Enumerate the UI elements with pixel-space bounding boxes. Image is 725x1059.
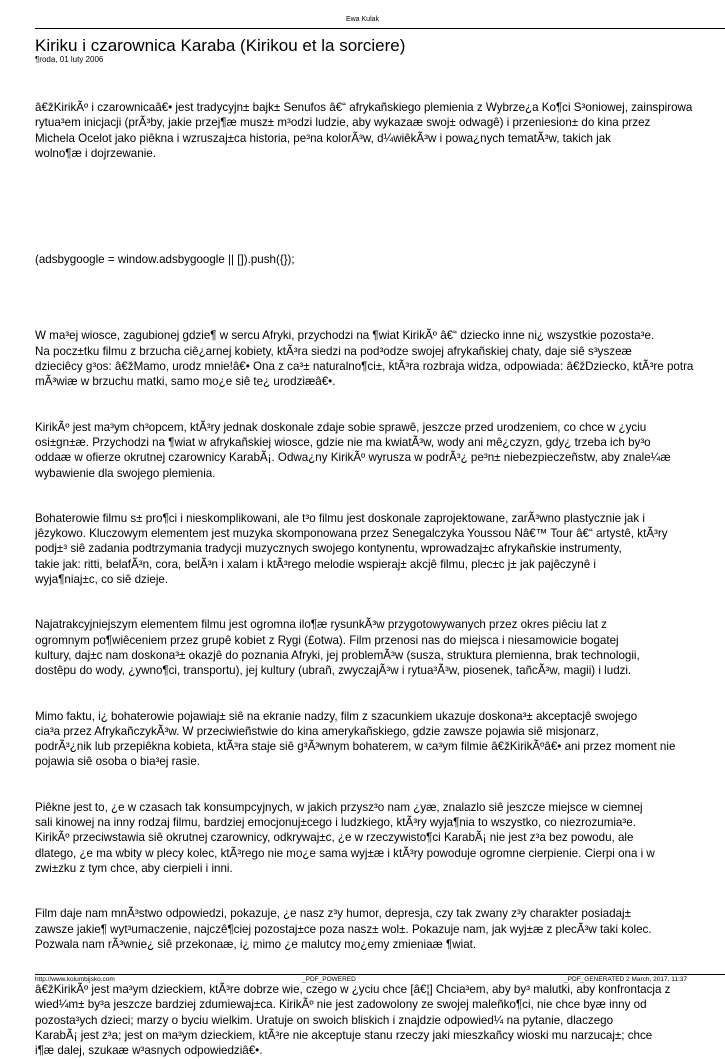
paragraph-line: sali kinowej na inny rodzaj filmu, bardziej emocjonuj±cego i ludzkiego, ktÃ³ry wyja¶nia to wszystko, co niezrozumia³e.	[35, 816, 636, 830]
paragraph-line: jêzykowo. Kluczowym elementem jest muzyka skomponowana przez Senegalczyka Youssou Nâ€™ Tour â€“ artystê, ktÃ³ry	[35, 527, 668, 541]
paragraph-line: cia³a przez AfrykañczykÃ³w. W przeciwieñstwie do kina amerykañskiego, gdzie zawsze pojawia siê misjonarz,	[35, 724, 599, 738]
paragraph	[35, 511, 725, 587]
paragraph	[35, 982, 725, 1058]
paragraph	[35, 617, 725, 678]
paragraph	[35, 800, 725, 876]
paragraph-line: ogromnym po¶wiêceniem przez grupê kobiet z Rygi (£otwa). Film przenosi nas do miejsca i niesamowicie bogatej	[35, 633, 619, 647]
paragraph-line: â€žKirikÃº jest ma³ym dzieckiem, ktÃ³re dobrze wie, czego w ¿yciu chce [â€¦] Chcia³em, aby by³ malutki, aby konfrontacja z	[35, 983, 671, 997]
paragraph-line: Bohaterowie filmu s± pro¶ci i nieskomplikowani, ale t³o filmu jest doskonale zaprojektowane, zarÃ³wno plastycznie jak i	[35, 511, 645, 525]
paragraph-line: pojawia siê osoba o bia³ej rasie.	[35, 755, 200, 769]
paragraph-line: W ma³ej wiosce, zagubionej gdzie¶ w sercu Afryki, przychodzi na ¶wiat KirikÃº â€“ dziecko inne ni¿ wszystkie pozosta³e.	[35, 329, 655, 343]
paragraph-line: (adsbygoogle = window.adsbygoogle || []).push({});	[35, 253, 295, 267]
paragraph-line: â€žKirikÃº i czarownicaâ€• jest tradycyjn± bajk± Senufos â€“ afrykañskiego plemienia z Wybrze¿a Ko¶ci S³oniowej, zainspirowa	[35, 101, 693, 114]
paragraph-line: dzieciêcy g³os: â€žMamo, urodz mnie!â€• Ona z ca³± naturalno¶ci±, ktÃ³ra rozbraja widza, odpowiada: â€žDziecko, ktÃ³re potra	[35, 360, 694, 374]
article-body	[35, 100, 725, 1059]
paragraph	[35, 100, 725, 161]
article-title: Kiriku i czarownica Karaba (Kirikou et la sorciere)	[35, 36, 406, 55]
paragraph-line: pozosta³ych dzieci; marzy o byciu wielkim. Uratuje on swoich bliskich i znajdzie odpowied¼ na pytanie, dlaczego	[35, 1013, 614, 1027]
paragraph-line: kultury, daj±c nam doskona³± okazjê do poznania Afryki, jej problemÃ³w (susza, struktura plemienna, brak technologii,	[35, 648, 640, 662]
paragraph-line: KarabÃ¡ jest z³a; jest on ma³ym dzieckiem, ktÃ³re nie akceptuje stanu rzeczy jaki mieszkañcy wioski mu narzucaj±; chce	[35, 1028, 653, 1042]
footer-generated: _PDF_GENERATED 2 March, 2017, 11:37	[564, 976, 687, 983]
article-date: ¶roda, 01 luty 2006	[35, 55, 104, 64]
paragraph-line: wyja¶niaj±c, co siê dzieje.	[35, 573, 169, 587]
paragraph	[35, 906, 725, 952]
paragraph-line: zwi±zku z tym chce, aby cierpieli i inni.	[35, 861, 233, 875]
paragraph-line: takie jak: ritti, belafÃ³n, cora, belÃ³n i xalam i ktÃ³rego melodie wspieraj± akcjê filmu, plec±c j± jak pajêczynê i	[35, 557, 596, 571]
paragraph	[35, 709, 725, 770]
paragraph	[35, 252, 725, 267]
paragraph-line: Pozwala nam rÃ³wnie¿ siê przekonaæ, i¿ mimo ¿e malutcy mo¿emy zmieniaæ ¶wiat.	[35, 937, 477, 951]
paragraph-line: wolno¶æ i dojrzewanie.	[35, 146, 156, 160]
footer-powered: _PDF_POWERED	[302, 976, 356, 983]
footer-url: http://www.kolumbijsko.com	[35, 976, 115, 983]
paragraph-line: Najatrakcyjniejszym elementem filmu jest ogromna ilo¶æ rysunkÃ³w przygotowywanych przez okres piêciu lat z	[35, 618, 607, 632]
paragraph-line: Mimo faktu, i¿ bohaterowie pojawiaj± siê na ekranie nadzy, film z szacunkiem ukazuje doskona³± akceptacjê swojego	[35, 709, 638, 723]
paragraph-line: podj±³ siê zadania podtrzymania tradycji muzycznych swojego kontynentu, wprowadzaj±c afrykañskie instrumenty,	[35, 542, 622, 556]
paragraph-line: podrÃ³¿nik lub przepiêkna kobieta, ktÃ³ra staje siê g³Ã³wnym bohaterem, w ca³ym filmie â€žKirikÃºâ€• ani przez moment nie	[35, 740, 676, 754]
paragraph-line: oddaæ w ofierze okrutnej czarownicy KarabÃ¡. Odwa¿ny KirikÃº wyrusza w podrÃ³¿ pe³n± niebezpieczeñstw, aby znale¼æ	[35, 451, 671, 465]
paragraph-line: dostêpu do wody, ¿ywno¶ci, transportu), jej kultury (ubrañ, zwyczajÃ³w i rytua³Ã³w, piosenek, tañcÃ³w, magii) i ludzi.	[35, 664, 632, 678]
paragraph	[35, 420, 725, 481]
paragraph-line: mÃ³wiæ w brzuchu matki, samo mo¿e siê te¿ urodziæâ€•.	[35, 375, 336, 389]
paragraph-line: Film daje nam mnÃ³stwo odpowiedzi, pokazuje, ¿e nasz z³y humor, depresja, czy tak zwany z³y charakter posiadaj±	[35, 907, 631, 921]
paragraph-line: KirikÃº przeciwstawia siê okrutnej czarownicy, odkrywaj±c, ¿e w rzeczywisto¶ci KarabÃ¡ nie jest z³a bez powodu, ale	[35, 831, 634, 845]
paragraph-line: rytua³em inicjacji (prÃ³by, jakie przej¶æ musz± m³odzi ludzie, aby wykazaæ swoj± odwagê) i przeniesion± do kina przez	[35, 116, 651, 130]
header-divider	[35, 28, 725, 29]
paragraph-line: Na pocz±tku filmu z brzucha ciê¿arnej kobiety, ktÃ³ra siedzi na pod³odze swojej afrykañskiej chaty, daje siê s³yszeæ	[35, 344, 632, 358]
paragraph-line: Michela Ocelot jako piêkna i wzruszaj±ca historia, pe³na kolorÃ³w, d¼wiêkÃ³w i powa¿nych tematÃ³w, takich jak	[35, 131, 611, 145]
paragraph	[35, 328, 725, 389]
paragraph-line: dlatego, ¿e ma wbity w plecy kolec, ktÃ³rego nie mo¿e sama wyj±æ i ktÃ³ry powoduje ogromne cierpienie. Cierpi ona i w	[35, 846, 655, 860]
paragraph-line: zawsze jakie¶ wyt³umaczenie, najczê¶ciej pozostaj±ce poza nasz± wol±. Pokazuje nam, jak wyj±æ z plecÃ³w taki kolec.	[35, 922, 652, 936]
paragraph-line: i¶æ dalej, szukaæ w³asnych odpowiedziâ€•.	[35, 1044, 263, 1058]
paragraph-line: KirikÃº jest ma³ym ch³opcem, ktÃ³ry jednak doskonale zdaje sobie sprawê, jeszcze przed urodzeniem, co chce w ¿yciu	[35, 420, 647, 434]
paragraph-line: wied¼m± by³a jeszcze bardziej zdumiewaj±ca. KirikÃº nie jest zadowolony ze swojej maleñko¶ci, nie chce byæ inny od	[35, 998, 647, 1012]
header-author: Ewa Kulak	[345, 16, 380, 23]
paragraph-line: osi±gn±æ. Przychodzi na ¶wiat w afrykañskiej wiosce, gdzie nie ma kwiatÃ³w, wody ani mê¿czyzn, gdy¿ trzeba ich by³o	[35, 435, 651, 449]
paragraph-line: Piêkne jest to, ¿e w czasach tak konsumpcyjnych, w jakich przysz³o nam ¿yæ, znalazlo siê jeszcze miejsce w ciemnej	[35, 800, 643, 814]
footer-divider	[35, 974, 725, 975]
paragraph-line: wybawienie dla swojego plemienia.	[35, 466, 216, 480]
